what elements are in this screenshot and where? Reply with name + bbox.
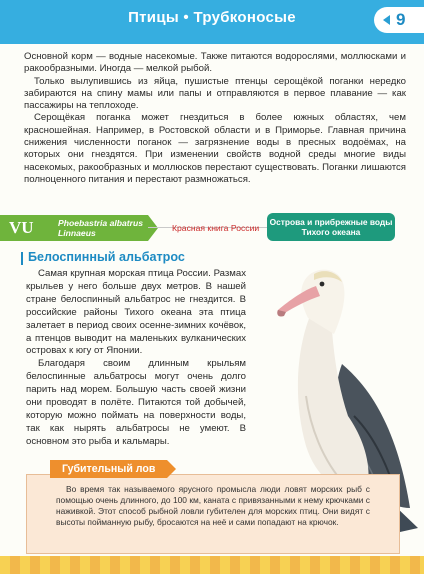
latin-name-author: Linnaeus: [58, 228, 96, 238]
footer-stripes: [0, 556, 424, 574]
status-code: VU: [9, 218, 34, 237]
info-box-title: Губительный лов: [50, 460, 167, 478]
latin-name-genus: Phoebastria albatrus: [58, 218, 144, 228]
species-paragraph: Благодаря своим длинным крыльям белоспинные альбатросы могут очень долго парить над морем. Большую часть своей жизни они проводят в полёте. Питаются той добычей, которую можно поймать на поверхности воды, так как нырять альбатросы не умеют. В основном это рыба и кальмары.: [26, 358, 246, 447]
conservation-status-block: [0, 215, 148, 241]
intro-text: [24, 51, 406, 186]
species-paragraph: Самая крупная морская птица России. Размах крыльев у него больше двух метров. В нашей стране белоспинный альбатрос не гнездится. В российские районы Тихого океана эта птица залетает в период своих осенне-зимних кочёвок, а птенцов выводит на маленьких вулканических островах к югу от Японии.: [26, 268, 246, 357]
arrow-left-icon: [383, 15, 390, 25]
intro-paragraph: Основной корм — водные насекомые. Также питаются водорослями, моллюсками и ракообразными. Иногда — мелкой рыбой.: [24, 51, 406, 75]
intro-paragraph: Серощёкая поганка может гнездиться в более южных областях, чем красношейная. Например, в Ростовской области и в Приморье. Главная причина снижения численности поганок — загрязнение воды в пресных водоёмах, на которых они гнездятся. При изменении свойств водной среды многие виды насекомых, ракообразных и моллюсков перестают существовать. Поганки лишаются полноценного питания и перестают размножаться.: [24, 112, 406, 185]
species-title: Белоспинный альбатрос: [28, 250, 185, 264]
page-number: 9: [396, 10, 406, 29]
species-band: [0, 211, 424, 245]
red-book-label: Красная книга России: [172, 223, 260, 233]
page-title: Птицы • Трубконосые: [128, 9, 296, 26]
species-text: [26, 268, 246, 449]
range-badge: Острова и прибрежные воды Тихого океана: [267, 213, 395, 241]
info-box-text: Во время так называемого ярусного промысла люди ловят морских рыб с помощью очень длинного, до 100 км, каната с привязанными к нему крючками с наживкой. Этот способ рыбной ловли губителен для морских птиц. Они видят с высоты пойманную рыбу, бросаются на неё и сами попадают на крючок.: [56, 484, 370, 527]
intro-paragraph: Только вылупившись из яйца, пушистые птенцы серощёкой поганки нередко забираются на спину мамы или папы и отправляются в первое плавание — как пассажиры на теплоходе.: [24, 75, 406, 112]
page-header: [0, 0, 424, 44]
latin-name: [58, 218, 143, 238]
page-number-tab: [374, 7, 424, 33]
